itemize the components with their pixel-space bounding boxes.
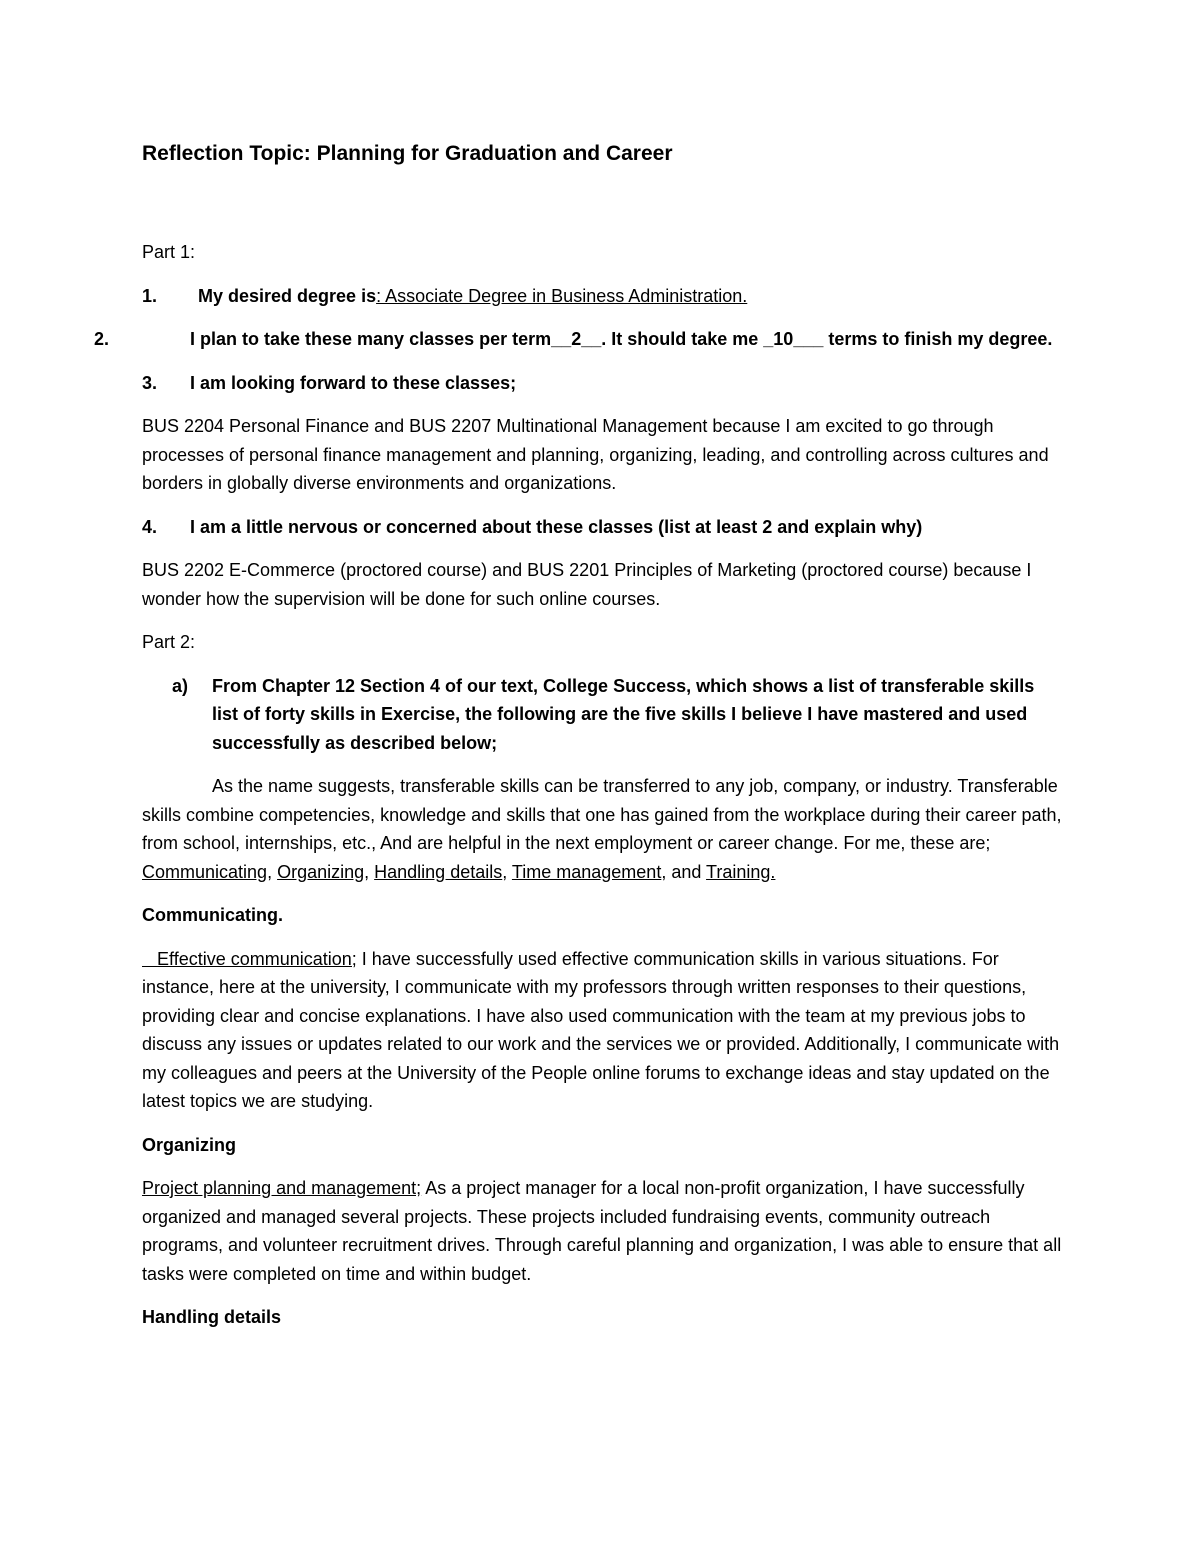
page-title: Reflection Topic: Planning for Graduation and Career <box>142 142 673 165</box>
skill-separator: , and <box>661 861 707 882</box>
skill-separator: , <box>364 861 375 882</box>
section-heading-handling-details: Handling details <box>142 1307 282 1327</box>
part2-label: Part 2: <box>142 632 196 652</box>
question-3-number: 3. <box>142 372 158 393</box>
question-2-terms-blank: _10___ <box>763 329 824 349</box>
question-2-text-a: I plan to take these many classes per term <box>190 329 552 349</box>
skills-intro-text: As the name suggests, transferable skills can be transferred to any job, company, or industry. Transferable skills combine competencies, knowledge and skills that one has gained from the workplace during their career path, from school, internships, etc., And are helpful in the next employment or career change. For me, these are; <box>142 776 1062 853</box>
organizing-body: As a project manager for a local non-profit organization, I have successfully organized and managed several projects. These projects included fundraising events, community outreach programs, and volunteer recruitment drives. Through careful planning and organization, I was able to ensure that all tasks were completed on time and within budget. <box>142 1178 1062 1284</box>
skill-handling-details: Handling details <box>374 861 503 882</box>
part2-item-a <box>142 672 1062 758</box>
part1-label: Part 1: <box>142 242 196 262</box>
communicating-lead: Effective communication; <box>142 948 357 969</box>
communicating-body: I have successfully used effective communication skills in various situations. For instance, here at the university, I communicate with my professors through written responses to their questions, providing clear and concise explanations. I have also used communication with the team at my previous jobs to discuss any issues or updates related to our work and the services we or provided. Additionally, I communicate with my colleagues and peers at the University of the People online forums to exchange ideas and stay updated on the latest topics we are studying. <box>142 948 1065 1111</box>
organizing-lead: Project planning and management; <box>142 1178 422 1198</box>
skill-organizing: Organizing <box>277 861 365 882</box>
question-4 <box>142 513 1062 542</box>
skill-time-management: Time management <box>511 861 662 882</box>
question-2-text-b: . It should take me <box>601 329 764 349</box>
skill-training: Training. <box>706 861 776 882</box>
question-3 <box>142 369 1062 398</box>
skill-communicating: Communicating <box>142 861 268 882</box>
question-4-answer: BUS 2202 E-Commerce (proctored course) and BUS 2201 Principles of Marketing (proctored course) because I wonder how the supervision will be done for such online courses. <box>142 560 1032 609</box>
skills-intro <box>142 772 1062 886</box>
question-3-text: I am looking forward to these classes; <box>190 372 517 393</box>
question-1-lead: My desired degree is <box>198 285 377 306</box>
question-2-number: 2. <box>94 329 110 349</box>
question-4-text: I am a little nervous or concerned about these classes (list at least 2 and explain why) <box>190 516 923 537</box>
question-1-number: 1. <box>142 285 158 306</box>
question-4-number: 4. <box>142 516 158 537</box>
communicating-paragraph <box>142 945 1065 1116</box>
part2-item-a-text: From Chapter 12 Section 4 of our text, College Success, which shows a list of transferable skills list of forty skills in Exercise, the following are the five skills I believe I have mastered and used successfully as described below; <box>212 675 1035 753</box>
question-2-classes-blank: __2__ <box>551 329 602 349</box>
skill-separator: , <box>267 861 278 882</box>
question-3-answer: BUS 2204 Personal Finance and BUS 2207 Multinational Management because I am excited to go through processes of personal finance management and planning, organizing, leading, and controlling across cultures and borders in globally diverse environments and organizations. <box>142 416 1049 493</box>
section-heading-communicating: Communicating. <box>142 905 284 925</box>
question-2-text-c: terms to finish my degree. <box>823 329 1053 349</box>
question-1-answer: : Associate Degree in Business Administration. <box>376 285 748 306</box>
question-1 <box>142 282 1062 311</box>
skill-separator: , <box>502 861 512 882</box>
question-2 <box>94 325 1062 354</box>
section-heading-organizing: Organizing <box>142 1134 236 1155</box>
part2-item-a-marker: a) <box>172 675 189 696</box>
organizing-paragraph <box>142 1174 1062 1288</box>
document-body <box>94 138 1065 1347</box>
